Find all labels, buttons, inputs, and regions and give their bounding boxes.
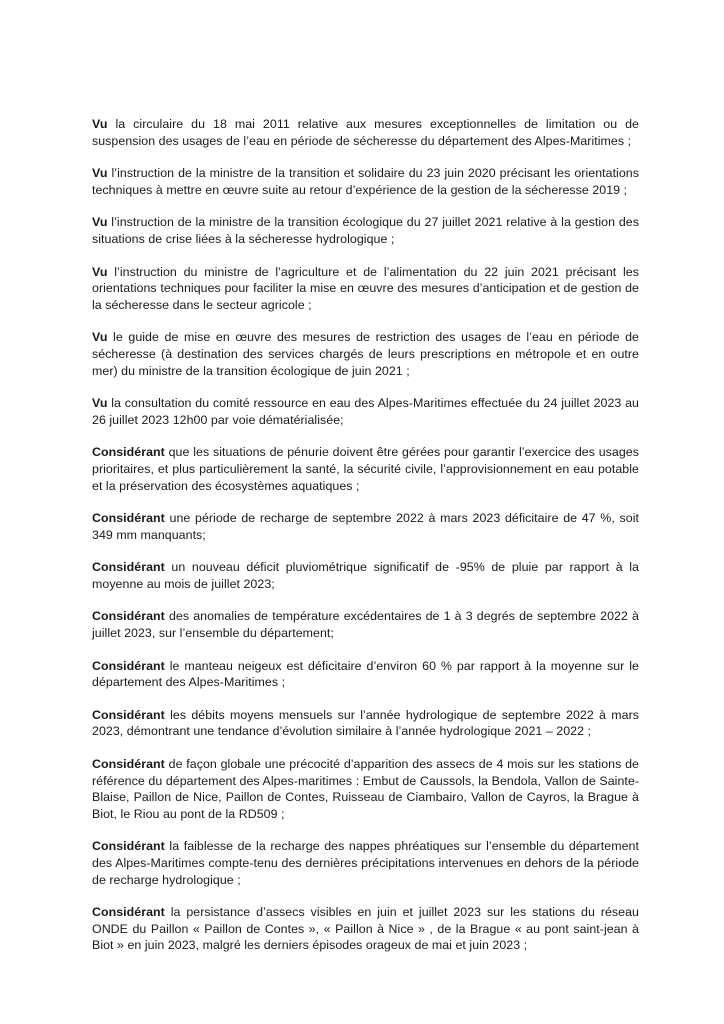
paragraph-keyword: Vu [92, 215, 108, 230]
paragraph-keyword: Considérant [92, 560, 165, 575]
paragraph-text: un nouveau déficit pluviométrique significatif de -95% de pluie par rapport à la moyenne au mois de juillet 2023; [92, 560, 639, 591]
paragraph-keyword: Considérant [92, 839, 165, 854]
considerant-paragraph [92, 838, 639, 888]
vu-paragraph [92, 165, 639, 198]
paragraph-keyword: Vu [92, 166, 108, 181]
paragraph-keyword: Considérant [92, 707, 165, 722]
considerant-paragraph [92, 559, 639, 592]
considerant-paragraph [92, 756, 639, 822]
paragraph-text: la faiblesse de la recharge des nappes phréatiques sur l’ensemble du département des Alpes-Maritimes compte-tenu des dernières précipitations intervenues en dehors de la période de recharge hydrologique ; [92, 839, 639, 887]
paragraph-text: la circulaire du 18 mai 2011 relative aux mesures exceptionnelles de limitation ou de suspension des usages de l’eau en période de sécheresse du département des Alpes-Maritimes ; [92, 117, 639, 148]
paragraph-text: le manteau neigeux est déficitaire d’environ 60 % par rapport à la moyenne sur le département des Alpes-Maritimes ; [92, 658, 639, 690]
paragraph-keyword: Vu [92, 264, 108, 279]
considerant-paragraph [92, 904, 639, 954]
paragraph-keyword: Considérant [92, 511, 165, 526]
paragraph-text: de façon globale une précocité d’apparition des assecs de 4 mois sur les stations de référence du département des Alpes-maritimes : Embut de Caussols, la Bendola, Vallon de Sainte-Blaise, Paillon de Nice, Paillon de Contes, Ruisseau de Ciambairo, Vallon de Cayros, la Brague à Biot, le Riou au pont de la RD509 ; [92, 757, 639, 821]
paragraph-text: que les situations de pénurie doivent être gérées pour garantir l’exercice des usages prioritaires, et plus particulièrement la santé, la sécurité civile, l’approvisionnement en eau potable et la préservation des écosystèmes aquatiques ; [92, 445, 639, 493]
paragraph-text: une période de recharge de septembre 2022 à mars 2023 déficitaire de 47 %, soit 349 mm manquants; [92, 511, 639, 542]
paragraph-keyword: Considérant [92, 609, 165, 624]
paragraph-keyword: Considérant [92, 905, 165, 920]
paragraph-keyword: Considérant [92, 757, 165, 772]
paragraph-keyword: Vu [92, 117, 108, 131]
paragraph-text: l’instruction du ministre de l’agriculture et de l’alimentation du 22 juin 2021 précisant les orientations techniques pour faciliter la mise en œuvre des mesures d’anticipation et de gestion de la sécheresse dans le secteur agricole ; [92, 264, 639, 312]
paragraph-text: l’instruction de la ministre de la transition écologique du 27 juillet 2021 relative à la gestion des situations de crise liées à la sécheresse hydrologique ; [92, 215, 639, 246]
paragraph-keyword: Vu [92, 330, 108, 345]
paragraph-keyword: Considérant [92, 658, 165, 673]
considerant-paragraph [92, 707, 639, 740]
considerant-paragraph [92, 444, 639, 494]
paragraph-text: des anomalies de température excédentaires de 1 à 3 degrés de septembre 2022 à juillet 2023, sur l’ensemble du département; [92, 609, 639, 641]
paragraph-text: les débits moyens mensuels sur l’année hydrologique de septembre 2022 à mars 2023, démontrant une tendance d’évolution similaire à l’année hydrologique 2021 – 2022 ; [92, 707, 639, 739]
paragraph-text: la consultation du comité ressource en eau des Alpes-Maritimes effectuée du 24 juillet 2023 au 26 juillet 2023 12h00 par voie dématérialisée; [92, 396, 639, 427]
considerant-paragraph [92, 658, 639, 691]
vu-paragraph [92, 264, 639, 314]
document-body [92, 116, 639, 970]
paragraph-text: le guide de mise en œuvre des mesures de restriction des usages de l’eau en période de sécheresse (à destination des services chargés de leurs prescriptions en métropole et en outre mer) du ministre de la transition écologique de juin 2021 ; [92, 330, 639, 378]
paragraph-keyword: Considérant [92, 445, 165, 460]
paragraph-text: la persistance d’assecs visibles en juin et juillet 2023 sur les stations du réseau ONDE du Paillon « Paillon de Contes », « Paillon à Nice » , de la Brague « au pont saint-jean à Biot » en juin 2023, malgré les derniers épisodes orageux de mai et juin 2023 ; [92, 905, 639, 953]
considerant-paragraph [92, 608, 639, 641]
paragraph-text: l’instruction de la ministre de la transition et solidaire du 23 juin 2020 précisant les orientations techniques à mettre en œuvre suite au retour d’expérience de la gestion de la sécheresse 2019 ; [92, 166, 639, 197]
considerant-paragraph [92, 510, 639, 543]
paragraph-keyword: Vu [92, 396, 108, 411]
vu-paragraph [92, 395, 639, 428]
vu-paragraph [92, 329, 639, 379]
vu-paragraph [92, 116, 639, 149]
vu-paragraph [92, 214, 639, 247]
